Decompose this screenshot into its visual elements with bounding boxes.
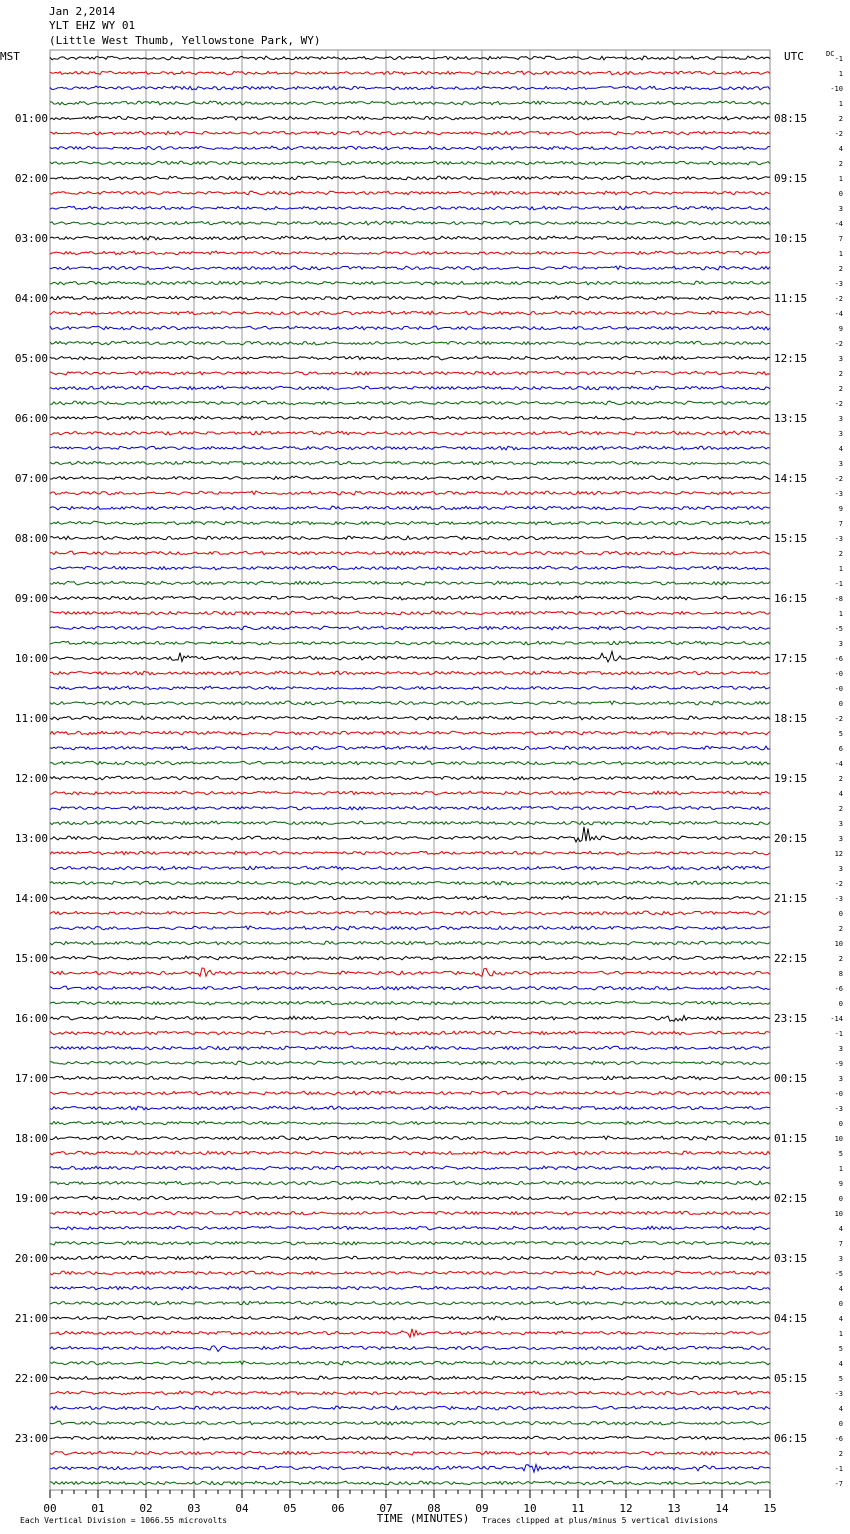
utc-hour-label: 10:15 [774, 232, 808, 245]
seismic-trace [50, 746, 770, 750]
seismic-trace [50, 71, 770, 75]
dc-offset-label: -2 [834, 475, 843, 483]
utc-hour-label: 02:15 [774, 1192, 808, 1205]
seismic-trace [50, 416, 770, 420]
dc-offset-label: 6 [838, 745, 843, 753]
utc-hour-label: 18:15 [774, 712, 808, 725]
x-tick-label: 01 [91, 1502, 105, 1515]
utc-hour-label: 05:15 [774, 1372, 808, 1385]
dc-offset-label: 8 [838, 970, 843, 978]
seismic-trace [50, 1151, 770, 1155]
mst-hour-label: 17:00 [14, 1072, 48, 1085]
seismic-trace [50, 1016, 770, 1022]
seismic-trace [50, 827, 770, 842]
utc-hour-label: 21:15 [774, 892, 808, 905]
mst-hour-label: 01:00 [14, 112, 48, 125]
dc-offset-label: 9 [838, 325, 843, 333]
x-axis-title: TIME (MINUTES) [376, 1512, 470, 1525]
dc-offset-label: 4 [838, 1405, 843, 1413]
utc-hour-label: 23:15 [774, 1012, 808, 1025]
dc-offset-label: -7 [834, 1480, 843, 1488]
mst-hour-label: 06:00 [14, 412, 48, 425]
mst-hour-label: 05:00 [14, 352, 48, 365]
dc-offset-label: 9 [838, 505, 843, 513]
scale-note: Each Vertical Division = 1066.55 microvolts [20, 1516, 228, 1525]
dc-offset-label: -2 [834, 880, 843, 888]
station-code: YLT EHZ WY 01 [49, 19, 136, 32]
mst-hour-label: 18:00 [14, 1132, 48, 1145]
seismic-trace [50, 56, 770, 60]
mst-axis-label: MST [0, 50, 20, 63]
dc-offset-label: 2 [838, 160, 843, 168]
seismic-trace [50, 221, 770, 225]
dc-offset-label: 7 [838, 235, 843, 243]
station-location: (Little West Thumb, Yellowstone Park, WY) [49, 34, 321, 47]
dc-offset-label: 4 [838, 790, 843, 798]
x-tick-label: 04 [235, 1502, 249, 1515]
utc-axis-label: UTC [784, 50, 804, 63]
mst-hour-label: 09:00 [14, 592, 48, 605]
dc-offset-label: -2 [834, 295, 843, 303]
seismic-trace [50, 1451, 770, 1455]
seismic-trace [50, 491, 770, 495]
utc-hour-label: 17:15 [774, 652, 808, 665]
x-tick-label: 07 [379, 1502, 393, 1515]
seismic-trace [50, 1346, 770, 1352]
dc-offset-label: -3 [834, 490, 843, 498]
seismic-trace [50, 536, 770, 540]
dc-offset-label: -6 [834, 655, 843, 663]
mst-hour-label: 21:00 [14, 1312, 48, 1325]
seismic-trace [50, 1256, 770, 1260]
dc-offset-label: 0 [838, 1300, 843, 1308]
dc-offset-label: -0 [834, 685, 843, 693]
seismic-trace [50, 1406, 770, 1410]
dc-offset-label: -2 [834, 130, 843, 138]
utc-hour-label: 04:15 [774, 1312, 808, 1325]
mst-hour-label: 11:00 [14, 712, 48, 725]
dc-offset-label: -4 [834, 760, 843, 768]
utc-hour-label: 13:15 [774, 412, 808, 425]
clip-note: Traces clipped at plus/minus 5 vertical divisions [482, 1516, 719, 1525]
utc-hour-label: 00:15 [774, 1072, 808, 1085]
dc-offset-label: 1 [838, 70, 843, 78]
dc-offset-label: 5 [838, 1375, 843, 1383]
seismic-trace [50, 581, 770, 585]
x-tick-label: 12 [619, 1502, 633, 1515]
dc-offset-label: -5 [834, 625, 843, 633]
utc-hour-label: 09:15 [774, 172, 808, 185]
seismic-trace [50, 1316, 770, 1320]
seismic-trace [50, 926, 770, 930]
dc-offset-label: 3 [838, 1075, 843, 1083]
x-tick-label: 15 [763, 1502, 777, 1515]
dc-offset-label: 2 [838, 265, 843, 273]
seismic-trace [50, 1301, 770, 1305]
seismic-trace [50, 776, 770, 780]
seismic-trace [50, 371, 770, 375]
dc-offset-label: 3 [838, 820, 843, 828]
dc-offset-label: 0 [838, 1000, 843, 1008]
mst-hour-label: 23:00 [14, 1432, 48, 1445]
seismic-trace [50, 446, 770, 450]
seismic-trace [50, 356, 770, 360]
seismic-trace [50, 1376, 770, 1380]
dc-offset-label: 1 [838, 175, 843, 183]
dc-offset-label: 2 [838, 775, 843, 783]
dc-offset-label: 0 [838, 910, 843, 918]
dc-offset-label: 3 [838, 835, 843, 843]
utc-hour-label: 22:15 [774, 952, 808, 965]
seismic-trace [50, 1211, 770, 1215]
seismic-trace [50, 1241, 770, 1245]
x-tick-label: 09 [475, 1502, 489, 1515]
plot-date: Jan 2,2014 [49, 5, 116, 18]
dc-offset-label: 5 [838, 1150, 843, 1158]
dc-offset-label: -9 [834, 1060, 843, 1068]
seismic-trace [50, 911, 770, 915]
dc-offset-label: 4 [838, 1315, 843, 1323]
dc-offset-label: 2 [838, 370, 843, 378]
seismic-trace [50, 401, 770, 405]
dc-offset-label: -6 [834, 985, 843, 993]
seismic-trace [50, 851, 770, 855]
seismic-trace [50, 701, 770, 705]
dc-offset-label: 10 [834, 1210, 843, 1218]
mst-hour-label: 07:00 [14, 472, 48, 485]
dc-offset-label: -0 [834, 1090, 843, 1098]
dc-offset-label: 0 [838, 1120, 843, 1128]
seismic-trace [50, 626, 770, 630]
dc-offset-label: 2 [838, 385, 843, 393]
mst-hour-label: 04:00 [14, 292, 48, 305]
dc-offset-label: -1 [834, 580, 843, 588]
dc-offset-label: 2 [838, 955, 843, 963]
utc-hour-label: 15:15 [774, 532, 808, 545]
seismic-trace [50, 1329, 770, 1338]
seismic-trace [50, 236, 770, 240]
seismic-trace [50, 551, 770, 555]
dc-offset-label: -1 [834, 1465, 843, 1473]
x-tick-label: 10 [523, 1502, 537, 1515]
seismic-trace [50, 461, 770, 465]
mst-hour-label: 12:00 [14, 772, 48, 785]
seismic-trace [50, 641, 770, 645]
seismic-trace [50, 1421, 770, 1425]
utc-hour-label: 01:15 [774, 1132, 808, 1145]
seismic-trace [50, 86, 770, 90]
dc-offset-label: 5 [838, 1345, 843, 1353]
seismic-trace [50, 596, 770, 600]
dc-offset-label: 3 [838, 1255, 843, 1263]
seismic-trace [50, 611, 770, 615]
dc-offset-label: 0 [838, 1195, 843, 1203]
utc-hour-label: 12:15 [774, 352, 808, 365]
seismic-trace [50, 1001, 770, 1005]
dc-offset-label: -3 [834, 895, 843, 903]
seismic-trace [50, 1436, 770, 1440]
utc-hour-label: 14:15 [774, 472, 808, 485]
dc-offset-label: -1 [834, 1030, 843, 1038]
dc-offset-label: 4 [838, 1225, 843, 1233]
dc-offset-label: 12 [834, 850, 843, 858]
seismic-trace [50, 281, 770, 285]
utc-hour-label: 06:15 [774, 1432, 808, 1445]
seismic-trace [50, 311, 770, 315]
dc-offset-label: -4 [834, 310, 843, 318]
dc-offset-label: -10 [830, 85, 843, 93]
dc-offset-label: -0 [834, 670, 843, 678]
seismic-trace [50, 1121, 770, 1125]
mst-hour-label: 10:00 [14, 652, 48, 665]
seismic-trace [50, 341, 770, 345]
seismic-trace [50, 1286, 770, 1290]
seismic-trace [50, 651, 770, 662]
dc-offset-label: 3 [838, 865, 843, 873]
seismic-trace [50, 1361, 770, 1365]
seismic-trace [50, 146, 770, 150]
utc-hour-label: 20:15 [774, 832, 808, 845]
seismic-trace [50, 176, 770, 180]
dc-offset-label: 3 [838, 430, 843, 438]
seismic-trace [50, 251, 770, 255]
seismic-trace [50, 296, 770, 300]
utc-hour-label: 19:15 [774, 772, 808, 785]
dc-offset-label: 3 [838, 355, 843, 363]
x-tick-label: 00 [43, 1502, 57, 1515]
mst-hour-label: 14:00 [14, 892, 48, 905]
seismic-trace [50, 386, 770, 390]
seismic-trace [50, 506, 770, 510]
dc-offset-label: -3 [834, 535, 843, 543]
mst-hour-label: 02:00 [14, 172, 48, 185]
seismic-trace [50, 671, 770, 675]
dc-offset-label: 1 [838, 250, 843, 258]
dc-offset-label: 3 [838, 640, 843, 648]
seismic-trace [50, 716, 770, 720]
dc-offset-label: -6 [834, 1435, 843, 1443]
dc-offset-label: 7 [838, 1240, 843, 1248]
dc-offset-label: 1 [838, 1165, 843, 1173]
seismic-trace [50, 806, 770, 810]
dc-offset-label: 0 [838, 700, 843, 708]
dc-offset-label: -14 [830, 1015, 843, 1023]
x-tick-label: 03 [187, 1502, 201, 1515]
dc-offset-label: 9 [838, 1180, 843, 1188]
seismic-trace [50, 131, 770, 135]
seismic-trace [50, 1196, 770, 1200]
dc-offset-label: 4 [838, 445, 843, 453]
utc-hour-label: 03:15 [774, 1252, 808, 1265]
seismic-trace [50, 1166, 770, 1170]
seismic-trace [50, 866, 770, 870]
seismic-trace [50, 116, 770, 120]
seismic-trace [50, 956, 770, 960]
dc-offset-label: 7 [838, 520, 843, 528]
seismic-trace [50, 821, 770, 825]
dc-offset-label: 1 [838, 565, 843, 573]
seismic-trace [50, 986, 770, 990]
seismic-trace [50, 476, 770, 480]
seismic-trace [50, 566, 770, 570]
dc-offset-label: 0 [838, 1420, 843, 1428]
dc-offset-label: 10 [834, 940, 843, 948]
seismic-trace [50, 968, 770, 976]
seismic-trace [50, 1106, 770, 1110]
dc-offset-label: 3 [838, 205, 843, 213]
plot-frame [50, 50, 770, 1490]
utc-hour-label: 11:15 [774, 292, 808, 305]
seismic-trace [50, 1181, 770, 1185]
dc-offset-label: 1 [838, 100, 843, 108]
seismic-trace [50, 686, 770, 690]
mst-hour-label: 15:00 [14, 952, 48, 965]
dc-offset-label: 3 [838, 1045, 843, 1053]
dc-offset-label: -3 [834, 280, 843, 288]
utc-hour-label: 08:15 [774, 112, 808, 125]
seismic-trace [50, 1271, 770, 1275]
mst-hour-label: 22:00 [14, 1372, 48, 1385]
dc-offset-label: 4 [838, 1285, 843, 1293]
dc-offset-label: -8 [834, 595, 843, 603]
seismic-trace [50, 266, 770, 270]
dc-offset-label: -5 [834, 1270, 843, 1278]
dc-offset-label: 4 [838, 145, 843, 153]
seismic-trace [50, 1226, 770, 1230]
dc-offset-label: 10 [834, 1135, 843, 1143]
seismic-trace [50, 881, 770, 885]
dc-offset-label: 3 [838, 460, 843, 468]
dc-offset-label: 2 [838, 115, 843, 123]
dc-offset-label: 2 [838, 1450, 843, 1458]
mst-hour-label: 20:00 [14, 1252, 48, 1265]
seismic-trace [50, 101, 770, 105]
x-tick-label: 02 [139, 1502, 153, 1515]
dc-offset-label: 1 [838, 610, 843, 618]
seismic-trace [50, 326, 770, 330]
x-tick-label: 13 [667, 1502, 681, 1515]
utc-hour-label: 16:15 [774, 592, 808, 605]
seismic-trace [50, 1046, 770, 1050]
x-tick-label: 06 [331, 1502, 345, 1515]
seismic-trace [50, 1481, 770, 1485]
seismic-trace [50, 1061, 770, 1065]
mst-hour-label: 19:00 [14, 1192, 48, 1205]
seismic-trace [50, 161, 770, 165]
dc-offset-label: 1 [838, 1330, 843, 1338]
dc-offset-label: 0 [838, 190, 843, 198]
mst-hour-label: 08:00 [14, 532, 48, 545]
seismic-trace [50, 431, 770, 435]
seismic-trace [50, 1136, 770, 1140]
dc-offset-label: -3 [834, 1390, 843, 1398]
seismic-trace [50, 521, 770, 525]
dc-offset-label: 2 [838, 925, 843, 933]
seismic-trace [50, 896, 770, 900]
seismic-trace [50, 1076, 770, 1080]
dc-offset-label: -1 [834, 55, 843, 63]
x-tick-label: 05 [283, 1502, 297, 1515]
mst-hour-label: 03:00 [14, 232, 48, 245]
dc-offset-label: 2 [838, 805, 843, 813]
dc-offset-label: -3 [834, 1105, 843, 1113]
dc-offset-label: -2 [834, 715, 843, 723]
mst-hour-label: 16:00 [14, 1012, 48, 1025]
seismic-trace [50, 1465, 770, 1473]
seismic-trace [50, 1031, 770, 1035]
mst-hour-label: 13:00 [14, 832, 48, 845]
seismic-trace [50, 1091, 770, 1095]
dc-offset-label: 3 [838, 415, 843, 423]
seismic-trace [50, 206, 770, 210]
dc-axis-label: DC [826, 50, 835, 58]
seismic-trace [50, 791, 770, 795]
x-tick-label: 08 [427, 1502, 441, 1515]
seismic-trace [50, 761, 770, 765]
seismic-trace [50, 941, 770, 945]
seismic-trace [50, 1391, 770, 1395]
dc-offset-label: 4 [838, 1360, 843, 1368]
dc-offset-label: 2 [838, 550, 843, 558]
x-tick-label: 14 [715, 1502, 729, 1515]
dc-offset-label: -2 [834, 340, 843, 348]
dc-offset-label: -4 [834, 220, 843, 228]
seismic-trace [50, 191, 770, 195]
dc-offset-label: 5 [838, 730, 843, 738]
x-tick-label: 11 [571, 1502, 585, 1515]
seismic-trace [50, 731, 770, 735]
dc-offset-label: -2 [834, 400, 843, 408]
